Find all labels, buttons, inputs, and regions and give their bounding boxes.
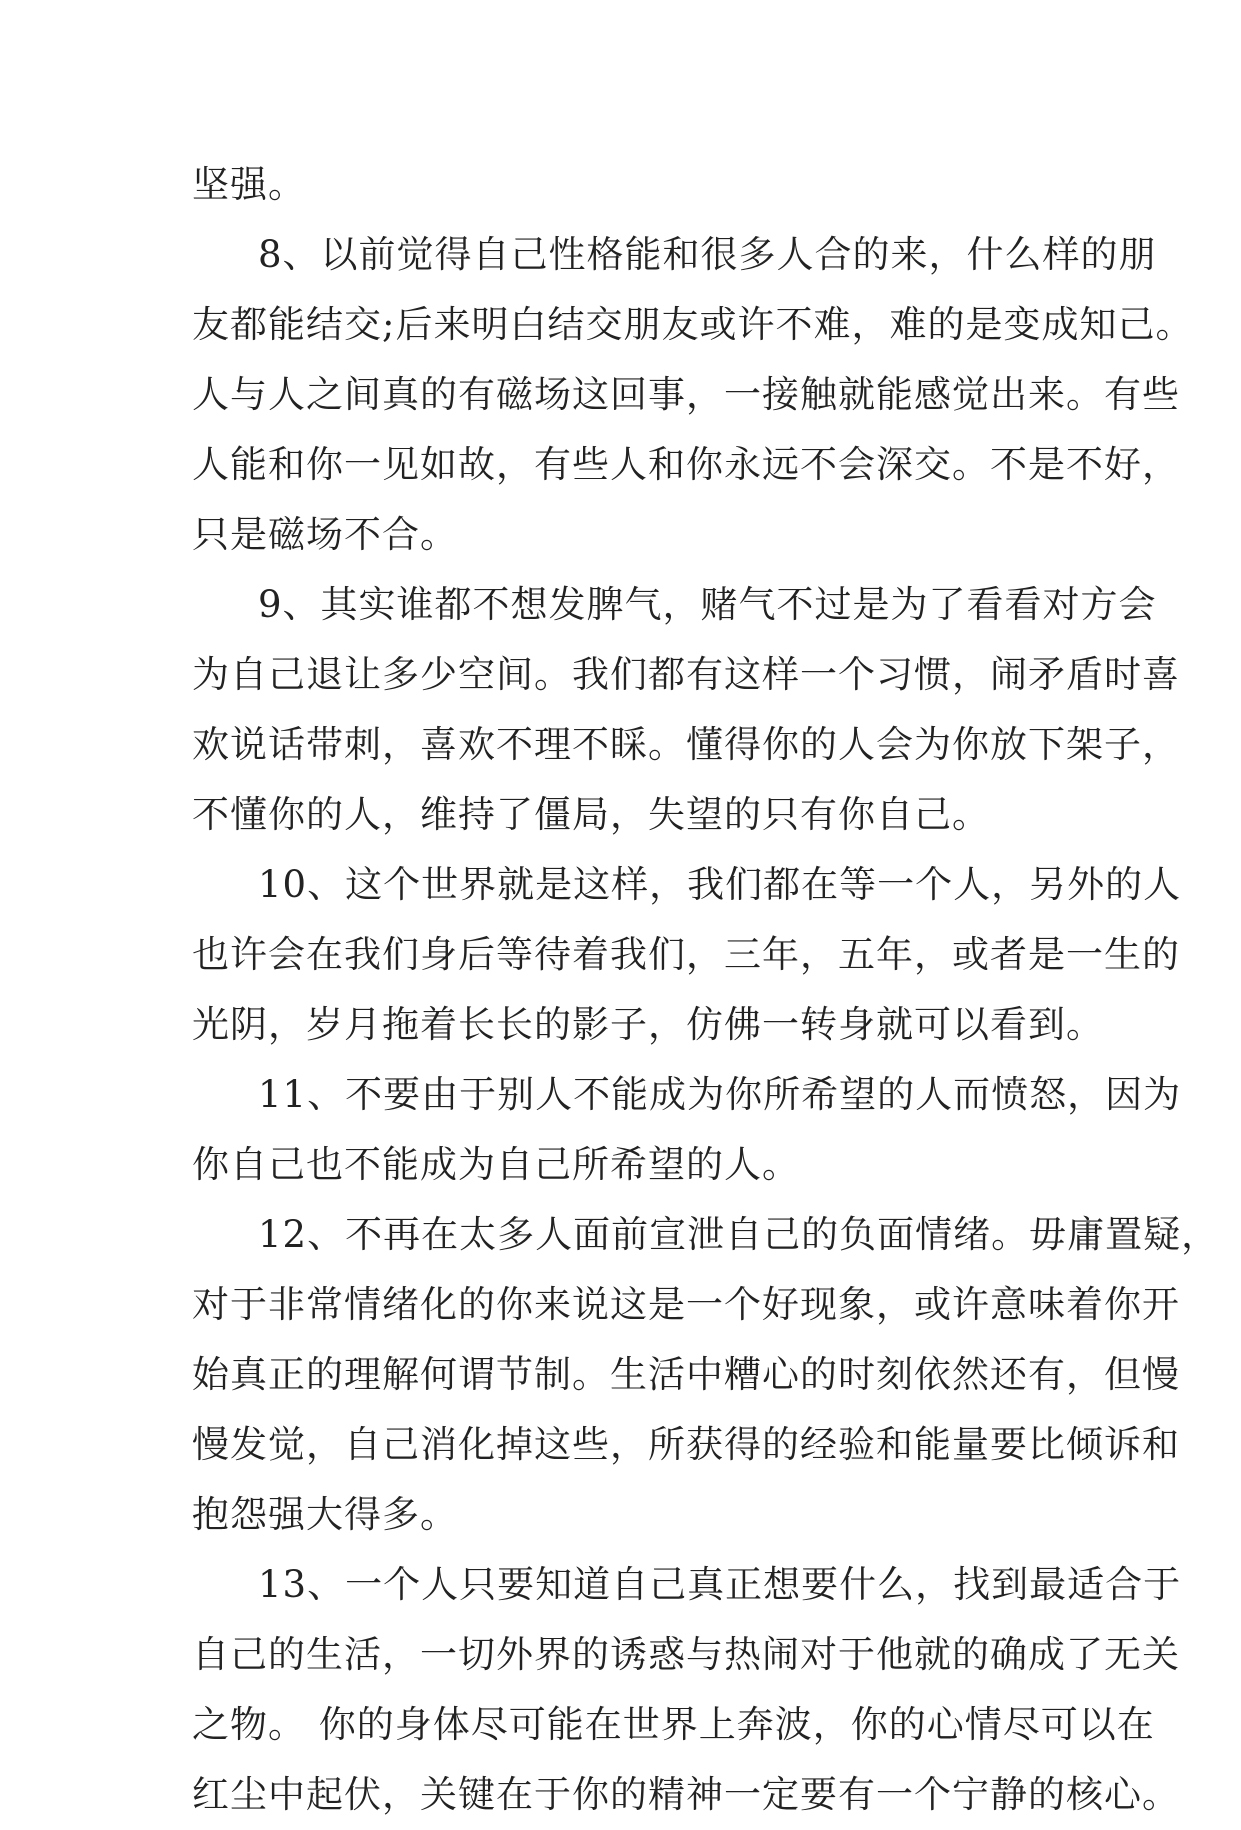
paragraph-8-line-4: 人能和你一见如故，有些人和你永远不会深交。不是不好，	[192, 443, 1180, 486]
paragraph-8-line-5: 只是磁场不合。	[192, 513, 458, 556]
paragraph-10-line-1: 10、这个世界就是这样，我们都在等一个人，另外的人	[258, 863, 1182, 906]
paragraph-13-line-2: 自己的生活，一切外界的诱惑与热闹对于他就的确成了无关	[192, 1633, 1180, 1676]
paragraph-9-line-1: 9、其实谁都不想发脾气，赌气不过是为了看看对方会	[258, 583, 1157, 626]
paragraph-9-line-3: 欢说话带刺，喜欢不理不睬。懂得你的人会为你放下架子，	[192, 723, 1180, 766]
paragraph-12-line-4: 慢发觉，自己消化掉这些，所获得的经验和能量要比倾诉和	[192, 1423, 1180, 1466]
paragraph-8-line-1: 8、以前觉得自己性格能和很多人合的来，什么样的朋	[258, 233, 1157, 276]
text-line-1: 坚强。	[192, 163, 306, 206]
paragraph-8-line-2: 友都能结交;后来明白结交朋友或许不难，难的是变成知己。	[192, 303, 1194, 346]
paragraph-12-line-3: 始真正的理解何谓节制。生活中糟心的时刻依然还有，但慢	[192, 1353, 1180, 1396]
document-body	[192, 150, 1220, 1830]
paragraph-13-line-3: 之物。 你的身体尽可能在世界上奔波，你的心情尽可以在	[192, 1703, 1155, 1746]
paragraph-9-line-4: 不懂你的人，维持了僵局，失望的只有你自己。	[192, 793, 990, 836]
paragraph-12-line-5: 抱怨强大得多。	[192, 1493, 458, 1536]
paragraph-11-line-1: 11、不要由于别人不能成为你所希望的人而愤怒，因为	[258, 1073, 1182, 1116]
paragraph-12-line-1: 12、不再在太多人面前宣泄自己的负面情绪。毋庸置疑，	[258, 1213, 1220, 1256]
paragraph-10-line-2: 也许会在我们身后等待着我们，三年，五年，或者是一生的	[192, 933, 1180, 976]
paragraph-10-line-3: 光阴，岁月拖着长长的影子，仿佛一转身就可以看到。	[192, 1003, 1104, 1046]
paragraph-13-line-1: 13、一个人只要知道自己真正想要什么，找到最适合于	[258, 1563, 1182, 1606]
paragraph-9-line-2: 为自己退让多少空间。我们都有这样一个习惯，闹矛盾时喜	[192, 653, 1180, 696]
paragraph-13-line-4: 红尘中起伏，关键在于你的精神一定要有一个宁静的核心。	[192, 1773, 1180, 1816]
paragraph-11-line-2: 你自己也不能成为自己所希望的人。	[192, 1143, 800, 1186]
paragraph-8-line-3: 人与人之间真的有磁场这回事，一接触就能感觉出来。有些	[192, 373, 1180, 416]
paragraph-12-line-2: 对于非常情绪化的你来说这是一个好现象，或许意味着你开	[192, 1283, 1180, 1326]
